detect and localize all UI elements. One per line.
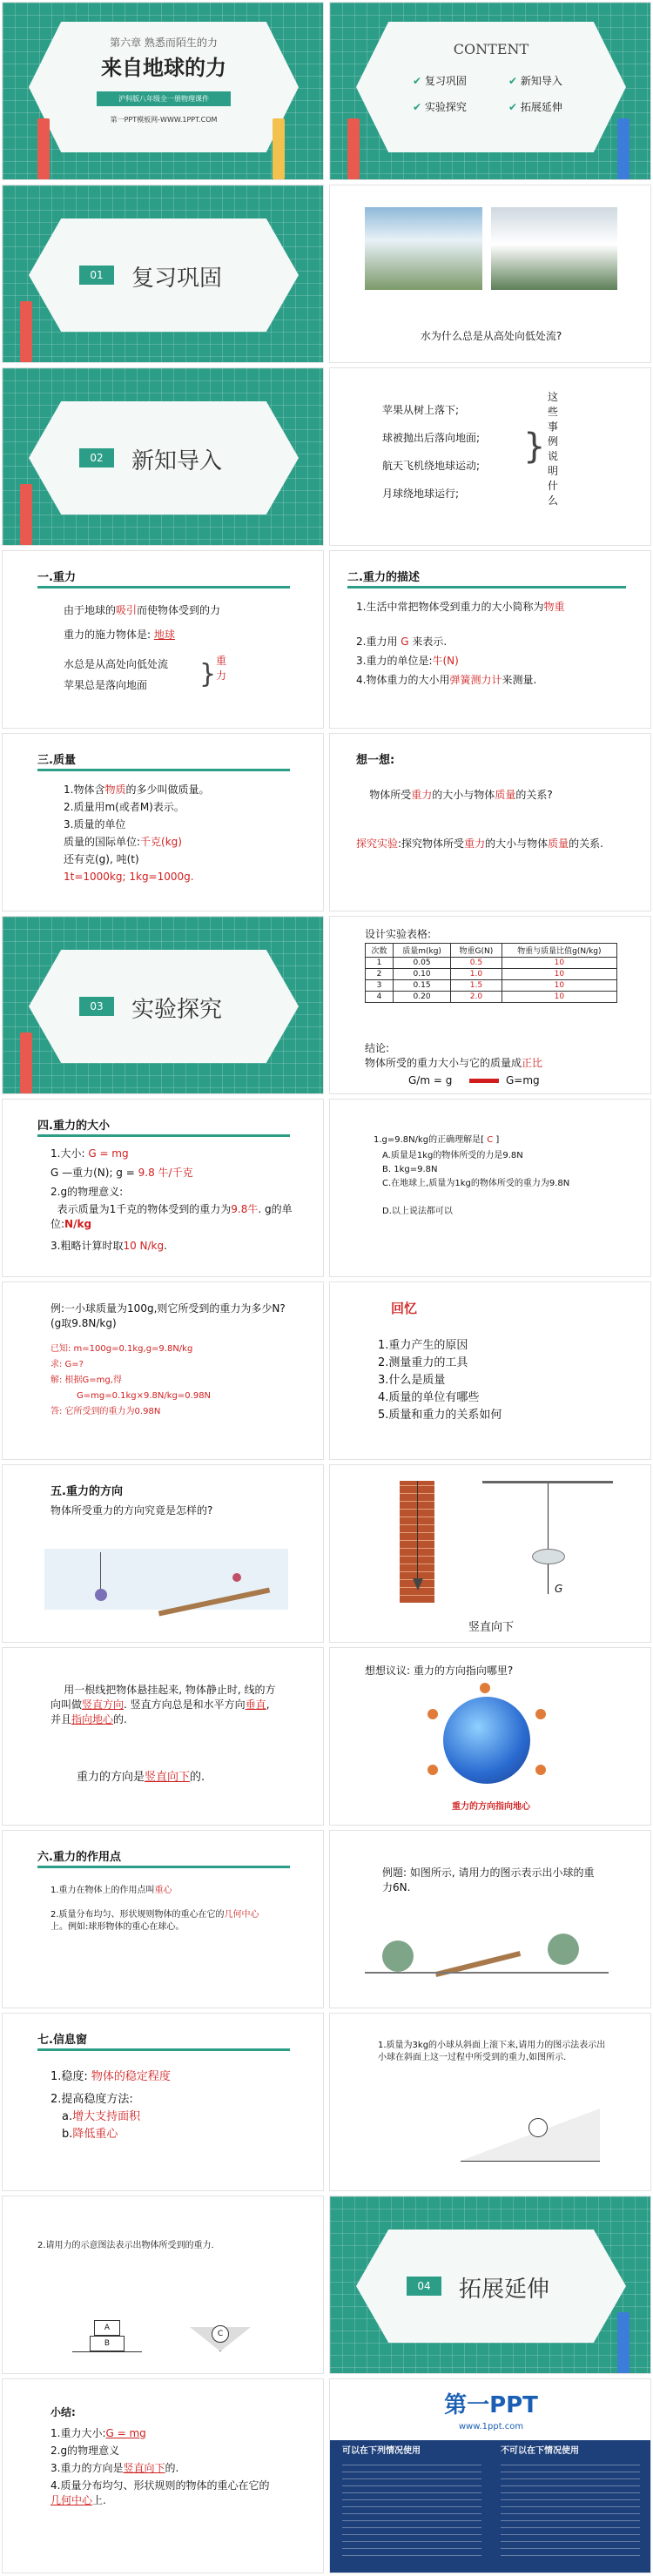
slide-earth-center [329, 1647, 651, 1826]
string [548, 1483, 549, 1549]
conclusion-label: 结论: [365, 1042, 390, 1054]
pencil-icon [347, 118, 360, 179]
pencil-icon [617, 2312, 629, 2373]
slide-section-03 [2, 916, 324, 1094]
slide-section-01 [2, 185, 324, 363]
slide-heading: 七.信息窗 [37, 2034, 87, 2047]
example-line: 苹果总是落向地面 [64, 679, 148, 691]
table-header: 物重G(N) [451, 944, 502, 958]
slide-vertical-down [329, 1464, 651, 1643]
ball-icon [535, 1765, 546, 1775]
heading-bar [37, 769, 290, 771]
table-row: 2 0.10 1.0 10 [366, 969, 617, 980]
mass-line-3: 3.质量的单位 [64, 818, 126, 831]
quiz-option: A.质量是1kg的物体所受的力是9.8N [382, 1151, 523, 1160]
slide-heading: 四.重力的大小 [37, 1120, 110, 1133]
slide-mass [2, 733, 324, 911]
check-icon: ✔ [413, 101, 422, 113]
conclusion-text: 物体所受的重力大小与它的质量成正比 [365, 1057, 543, 1069]
direction-question: 物体所受重力的方向究竟是怎样的? [50, 1504, 213, 1517]
summary-line-2: 2.g的物理意义 [50, 2445, 120, 2457]
slide-vertical-explain [2, 1647, 324, 1826]
contents-item-2: ✔ 新知导入 [508, 75, 562, 87]
table-row: 1 0.05 0.5 10 [366, 958, 617, 969]
heading-bar [37, 586, 290, 589]
slide-gravity [2, 550, 324, 729]
heading-bar [37, 1866, 290, 1868]
summary-line-3: 3.重力的方向是竖直向下的. [50, 2462, 179, 2474]
description-3: 3.重力的单位是:牛(N) [356, 655, 459, 667]
ball-icon [528, 2118, 548, 2137]
table-header: 质量m(kg) [394, 944, 451, 958]
method-b: b.降低重心 [62, 2128, 118, 2141]
ball-icon [535, 1709, 546, 1719]
allowed-heading: 可以在下列情况使用 [342, 2446, 421, 2456]
heading-bar [347, 586, 626, 589]
quiz-question: 1.g=9.8N/kg的正确理解是[ C ] [374, 1135, 500, 1145]
contents-item-3: ✔ 实验探究 [413, 101, 467, 113]
chapter-label: 第六章 熟悉而陌生的力 [110, 37, 218, 49]
arrow-icon [469, 1079, 499, 1083]
recall-item: 3.什么是质量 [378, 1374, 446, 1387]
check-icon: ✔ [508, 101, 518, 113]
brand-logo: 第一PPT [444, 2392, 538, 2418]
gravity-source: 重力的施力物体是: 地球 [64, 629, 175, 641]
quiz-option: C.在地球上,质量为1kg的物体所受的重力为9.8N [382, 1179, 570, 1188]
table-row: 4 0.20 2.0 10 [366, 992, 617, 1003]
mass-line-1: 1.物体含物质的多少叫做质量。 [64, 784, 210, 796]
slide-heading: 小结: [50, 2406, 76, 2418]
formula-2: G=mg [506, 1074, 540, 1086]
brace-icon: } [523, 427, 546, 467]
example-line: 苹果从树上落下; [382, 404, 460, 416]
formula-1: G/m = g [408, 1074, 453, 1086]
slide-info-window [2, 2013, 324, 2191]
table-header-row [366, 944, 617, 958]
table-header: 次数 [366, 944, 394, 958]
ball-icon [427, 1709, 438, 1719]
contents-heading: CONTENT [453, 41, 529, 57]
ball-icon [548, 1934, 579, 1965]
gravity-label: G [555, 1583, 563, 1595]
pencil-icon [20, 301, 32, 362]
ball-icon [382, 1940, 414, 1972]
recall-item: 1.重力产生的原因 [378, 1339, 468, 1352]
slide-gravity-description [329, 550, 651, 729]
stability-methods: 2.提高稳度方法: [50, 2093, 133, 2106]
slide-brand-footer [329, 2378, 651, 2573]
description-1: 1.生活中常把物体受到重力的大小简称为物重 [356, 601, 565, 613]
ball-icon [232, 1573, 241, 1582]
brace-label: 重力 [216, 655, 227, 682]
slide-examples [329, 367, 651, 546]
cog-line-2: 2.质量分布均匀、形状规则物体的重心在它的几何中心上。例如:球形物体的重心在球心。 [50, 1910, 259, 1932]
recall-item: 2.测量重力的工具 [378, 1356, 468, 1369]
forbidden-list [501, 2465, 640, 2562]
slide-example-calc [2, 1281, 324, 1460]
solution-line: 答: 它所受到的重力为0.98N [50, 1407, 161, 1416]
slide-experiment-table [329, 916, 651, 1094]
brace-icon: } [199, 659, 217, 689]
pencil-icon [37, 118, 50, 179]
incline-figure [461, 2109, 600, 2162]
slide-think [329, 733, 651, 911]
ball-icon [480, 1683, 490, 1693]
block-b: B [90, 2336, 125, 2351]
slide-center-of-gravity [2, 1830, 324, 2008]
slide-quiz-g [329, 1099, 651, 1277]
subtitle-band: 沪科版八年级全一册物理课件 [97, 91, 231, 106]
section-title: 拓展延伸 [459, 2277, 550, 2303]
ball-icon [95, 1589, 107, 1601]
slide-gravity-direction [2, 1464, 324, 1643]
cog-line-1: 1.重力在物体上的作用点叫重心 [50, 1886, 172, 1895]
brand-text: 第一PPT模板网-WWW.1PPT.COM [110, 116, 218, 124]
slide-heading: 想一想: [356, 754, 395, 767]
experiment-table [365, 943, 617, 1003]
hanging-weight [532, 1549, 565, 1564]
footer-panel [330, 2440, 651, 2573]
table-title: 设计实验表格: [365, 928, 432, 940]
main-title: 来自地球的力 [101, 55, 226, 80]
description-4: 4.物体重力的大小用弹簧测力计来测量. [356, 674, 537, 686]
solution-line: 求: G=? [50, 1360, 84, 1369]
solution-line: 已知: m=100g=0.1kg,g=9.8N/kg [50, 1344, 193, 1354]
size-line-2: G —重力(N); g = 9.8 牛/千克 [50, 1167, 193, 1179]
slide-heading: 二.重力的描述 [347, 571, 420, 584]
waterfall-question: 水为什么总是从高处向低处流? [420, 330, 562, 342]
slide-heading: 想想议议: 重力的方向指向哪里? [365, 1665, 514, 1677]
side-question: 这些事例说明什么 [548, 391, 559, 507]
section-title: 复习巩固 [131, 266, 223, 292]
example-line: 球被抛出后落向地面; [382, 432, 481, 444]
recall-item: 4.质量的单位有哪些 [378, 1391, 480, 1404]
slide-section-04 [329, 2196, 651, 2374]
mass-line-2: 2.质量用m(或者M)表示。 [64, 801, 185, 813]
experiment-topic: 探究实验:探究物体所受重力的大小与物体质量的关系. [356, 837, 603, 850]
size-line-3: 2.g的物理意义: [50, 1186, 124, 1198]
slide-section-02 [2, 367, 324, 546]
solution-line: 解: 根据G=mg,得 [50, 1375, 122, 1385]
slide-heading: 五.重力的方向 [50, 1485, 123, 1498]
section-title: 新知导入 [131, 448, 223, 474]
size-line-5: 3.粗略计算时取10 N/kg. [50, 1240, 167, 1252]
slide-waterfall [329, 185, 651, 363]
table-row: 3 0.15 1.5 10 [366, 980, 617, 992]
table-header: 物重与质量比值g(N/kg) [502, 944, 616, 958]
slide-heading: 一.重力 [37, 571, 76, 584]
example-line: 月球绕地球运行; [382, 488, 460, 500]
section-number: 01 [79, 266, 114, 285]
block-a: A [94, 2320, 120, 2336]
waterfall-photo-2 [491, 207, 617, 290]
think-question: 物体所受重力的大小与物体质量的关系? [369, 789, 553, 801]
section-number: 03 [79, 997, 114, 1016]
mass-line-6: 1t=1000kg; 1kg=1000g. [64, 871, 194, 883]
caption: 竖直向下 [468, 1621, 514, 1634]
vertical-explain: 用一根线把物体悬挂起来, 物体静止时, 线的方向叫做竖直方向. 竖直方向总是和水平方向垂直, 并且指向地心的. [50, 1684, 276, 1725]
brand-url: www.1ppt.com [458, 2422, 524, 2431]
slide-force-diagram [2, 2196, 324, 2374]
recall-item: 5.质量和重力的关系如何 [378, 1409, 502, 1422]
incline-question: 1.质量为3kg的小球从斜面上滚下来,请用力的图示法表示出小球在斜面上这一过程中所受到的重力,如图所示. [378, 2041, 606, 2062]
pendulum-illustration [44, 1549, 288, 1610]
forbidden-heading: 不可以在下情况使用 [501, 2446, 579, 2456]
heading-bar [37, 1134, 290, 1137]
ground-line [72, 2351, 142, 2352]
contents-item-1: ✔ 复习巩固 [413, 75, 467, 87]
slide-example-ball [329, 1830, 651, 2008]
direction-statement: 重力的方向是竖直向下的. [77, 1771, 205, 1784]
size-line-1: 1.大小: G = mg [50, 1147, 129, 1160]
gravity-definition: 由于地球的吸引而使物体受到的力 [64, 604, 221, 616]
ball-c: C [212, 2325, 229, 2343]
ball-icon [427, 1765, 438, 1775]
mass-line-5: 还有克(g), 吨(t) [64, 853, 139, 865]
check-icon: ✔ [413, 75, 422, 87]
slide-heading: 回忆 [391, 1301, 418, 1316]
slide-contents [329, 2, 651, 180]
method-a: a.增大支持面积 [62, 2110, 141, 2123]
example-line: 水总是从高处向低处流 [64, 658, 169, 670]
earth-icon [443, 1697, 530, 1784]
incline-slope [461, 2109, 600, 2161]
slide-heading: 六.重力的作用点 [37, 1851, 121, 1864]
quiz-option: B. 1kg=9.8N [382, 1165, 438, 1174]
gravity-arrow [548, 1564, 549, 1594]
solution-line: G=mg=0.1kg×9.8N/kg=0.98N [77, 1391, 212, 1401]
section-title: 实验探究 [131, 997, 223, 1023]
quiz-option: D.以上说法都可以 [382, 1207, 453, 1216]
slide-summary [2, 2378, 324, 2573]
heading-bar [37, 2048, 290, 2051]
slide-incline-question [329, 2013, 651, 2191]
contents-item-4: ✔ 拓展延伸 [508, 101, 562, 113]
incline-board [158, 1588, 270, 1617]
size-line-4: 表示质量为1千克的物体受到的重力为9.8牛. g的单位:N/kg [50, 1203, 293, 1230]
pencil-icon [20, 484, 32, 545]
waterfall-photo-1 [365, 207, 482, 290]
stability-line: 1.稳度: 物体的稳定程度 [50, 2070, 171, 2083]
summary-line-4: 4.质量分布均匀、形状规则的物体的重心在它的几何中心上. [50, 2479, 270, 2506]
check-icon: ✔ [508, 75, 518, 87]
example-question: 例题: 如图所示, 请用力的图示表示出小球的重力6N. [382, 1866, 595, 1893]
ground-line [365, 1972, 609, 1974]
slide-title [2, 2, 324, 180]
slide-recall [329, 1281, 651, 1460]
section-number: 02 [79, 448, 114, 467]
caption: 重力的方向指向地心 [452, 1802, 530, 1812]
section-number: 04 [407, 2277, 441, 2296]
diagram-question: 2.请用力的示意图法表示出物体所受到的重力. [37, 2241, 214, 2250]
pencil-icon [273, 118, 285, 179]
slide-heading: 三.质量 [37, 754, 76, 767]
slide-gravity-size [2, 1099, 324, 1277]
plumb-line [417, 1481, 418, 1585]
example-question: 例:一小球质量为100g,则它所受到的重力为多少N? (g取9.8N/kg) [50, 1302, 286, 1329]
example-line: 航天飞机绕地球运动; [382, 460, 481, 472]
pencil-icon [20, 1032, 32, 1093]
pencil-icon [617, 118, 629, 179]
description-2: 2.重力用 G 来表示. [356, 636, 448, 648]
summary-line-1: 1.重力大小:G = mg [50, 2427, 146, 2439]
mass-line-4: 质量的国际单位:千克(kg) [64, 836, 182, 848]
allowed-list [342, 2465, 481, 2562]
